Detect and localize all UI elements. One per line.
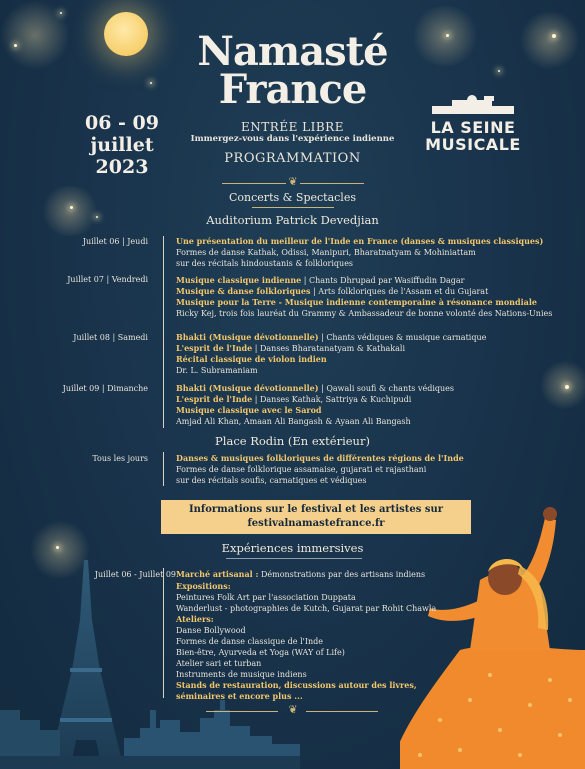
- highlight-text: Une présentation du meilleur de l'Inde en France (danses & musiques classiques): [176, 236, 544, 246]
- detail-text: Ricky Kej, trois fois lauréat du Grammy & Ambassadeur de bonne volonté des Nations-Unies: [176, 309, 553, 318]
- star-icon: [70, 206, 73, 209]
- highlight-text: Musique & danse folkloriques: [176, 286, 311, 296]
- festival-title-line2: France: [218, 66, 367, 113]
- highlight-text: Danses & musiques folkloriques de différentes régions de l'Inde: [176, 453, 464, 463]
- schedule-line: [176, 603, 536, 614]
- star-icon: [60, 12, 62, 14]
- info-text: Informations sur le festival et les artistes sur: [188, 504, 444, 515]
- schedule-line: [176, 297, 536, 308]
- ground-strip: [0, 756, 300, 769]
- la-seine-musicale-logo: [420, 94, 526, 154]
- schedule-line: [176, 569, 536, 580]
- divider-line: [222, 183, 286, 184]
- dancer-hand-icon: [543, 507, 557, 521]
- schedule-line: [176, 383, 536, 394]
- concerts-section-title: Concerts & Spectacles: [229, 191, 356, 204]
- day-date: Juillet 09 | Dimanche: [62, 384, 148, 393]
- highlight-text: Récital classique de violon indien: [176, 354, 327, 364]
- highlight-text: Musique classique avec le Sarod: [176, 405, 322, 415]
- divider-line: [306, 711, 378, 712]
- highlight-text: Musique classique indienne: [176, 275, 302, 285]
- divider-line: [206, 711, 278, 712]
- day-date: Juillet 06 - Juillet 09: [94, 570, 176, 579]
- schedule-line: [176, 592, 536, 603]
- detail-text: Atelier sari et turban: [176, 659, 262, 668]
- schedule-line: [176, 365, 536, 376]
- schedule-line: [176, 258, 536, 269]
- detail-text: Bien-être, Ayurveda et Yoga (WAY of Life): [176, 648, 345, 657]
- programmation-heading: PROGRAMMATION: [224, 151, 361, 166]
- detail-text: | Chants Dhrupad par Wasiffudin Dagar: [301, 276, 465, 285]
- divider-line: [226, 558, 362, 559]
- detail-text: Dr. L. Subramaniam: [176, 366, 258, 375]
- ornament-icon: ❦: [288, 175, 298, 188]
- festival-title-line1: Namasté: [197, 28, 388, 75]
- highlight-text: L'esprit de l'Inde: [176, 343, 253, 353]
- logo-text-line2: MUSICALE: [425, 135, 521, 154]
- festival-website-link[interactable]: festivalnamastefrance.fr: [247, 518, 385, 529]
- place-rodin-title: Place Rodin (En extérieur): [215, 434, 370, 448]
- detail-text: Wanderlust - photographies de Kutch, Gujarat par Rohit Chawla: [176, 604, 437, 613]
- divider-line: [252, 207, 334, 208]
- detail-text: Instruments de musique indiens: [176, 670, 307, 679]
- schedule-line: [176, 394, 536, 405]
- detail-text: | Danses Bharatanatyam & Kathakali: [252, 344, 406, 353]
- detail-text: Formes de danse Kathak, Odissi, Manipuri, Bharatnatyam & Mohiniattam: [176, 248, 476, 257]
- schedule-line: [176, 669, 536, 680]
- star-icon: [565, 385, 569, 389]
- detail-text: sur des récitals hindoustanis & folkloriques: [176, 259, 354, 268]
- highlight-text: séminaires et encore plus ...: [176, 691, 303, 701]
- schedule-line: [176, 636, 536, 647]
- highlight-text: Bhakti (Musique dévotionnelle): [176, 383, 319, 393]
- detail-text: sur des récitals soufis, carnatiques et védiques: [176, 476, 367, 485]
- schedule-line: [176, 275, 536, 286]
- experiences-title: Expériences immersives: [221, 541, 364, 555]
- detail-text: | Qawali soufi & chants védiques: [318, 384, 454, 393]
- schedule-line: [176, 332, 536, 343]
- schedule-line: [176, 464, 536, 475]
- timeline-line: [163, 236, 164, 428]
- eiffel-tower-deck: [60, 718, 112, 722]
- highlight-text: Marché artisanal :: [176, 569, 259, 579]
- chimney-icon: [150, 710, 156, 728]
- schedule-line: [176, 405, 536, 416]
- highlight-text: Musique pour la Terre - Musique indienne contemporaine à résonance mondiale: [176, 297, 537, 307]
- detail-text: Formes de danse folklorique assamaise, gujarati et rajasthani: [176, 465, 427, 474]
- schedule-line: [176, 581, 536, 592]
- day-date: Tous les jours: [92, 454, 148, 463]
- schedule-line: [176, 658, 536, 669]
- highlight-text: Bhakti (Musique dévotionnelle): [176, 332, 319, 342]
- detail-text: Danse Bollywood: [176, 626, 246, 635]
- timeline-line: [163, 568, 164, 698]
- detail-text: Démonstrations par des artisans indiens: [258, 570, 426, 579]
- auditorium-title: Auditorium Patrick Devedjian: [206, 213, 379, 227]
- schedule-line: [176, 691, 536, 702]
- eiffel-tower-deck: [70, 668, 102, 672]
- schedule-line: [176, 475, 536, 486]
- tagline: Immergez-vous dans l'expérience indienne: [190, 134, 395, 144]
- detail-text: | Chants védiques & musique carnatique: [318, 333, 487, 342]
- free-entry-label: ENTRÉE LIBRE: [241, 120, 344, 134]
- day-date: Juillet 06 | Jeudi: [82, 237, 148, 246]
- detail-text: | Danses Kathak, Sattriya & Kuchipudi: [252, 395, 412, 404]
- venue-logo-icon: [430, 94, 516, 116]
- schedule-line: [176, 286, 536, 297]
- schedule-line: [176, 614, 536, 625]
- festival-month-year: juillet 2023: [90, 134, 154, 178]
- festival-dates: 06 - 09: [85, 112, 159, 134]
- highlight-text: Stands de restauration, discussions autour des livres,: [176, 680, 417, 690]
- day-date: Juillet 08 | Samedi: [73, 333, 148, 342]
- day-date: Juillet 07 | Vendredi: [67, 275, 148, 284]
- schedule-line: [176, 453, 536, 464]
- highlight-text: Expositions:: [176, 581, 231, 591]
- timeline-line: [163, 452, 164, 486]
- star-glow: [540, 360, 585, 410]
- schedule-line: [176, 680, 536, 691]
- schedule-line: [176, 416, 536, 427]
- detail-text: Formes de danse classique de l'Inde: [176, 637, 323, 646]
- schedule-line: [176, 647, 536, 658]
- detail-text: Amjad Ali Khan, Amaan Ali Bangash & Ayaan Ali Bangash: [176, 417, 411, 426]
- schedule-line: [176, 247, 536, 258]
- ornament-icon: ❦: [288, 703, 298, 716]
- schedule-line: [176, 354, 536, 365]
- highlight-text: L'esprit de l'Inde: [176, 394, 253, 404]
- schedule-line: [176, 625, 536, 636]
- logo-text-line1: LA SEINE: [430, 118, 516, 137]
- divider-line: [300, 183, 364, 184]
- detail-text: | Arts folkloriques de l'Assam et du Gujarat: [310, 287, 489, 296]
- schedule-line: [176, 308, 553, 319]
- schedule-line: [176, 236, 544, 247]
- highlight-text: Ateliers:: [176, 614, 214, 624]
- detail-text: Peintures Folk Art par l'association Duppata: [176, 593, 356, 602]
- schedule-line: [176, 343, 536, 354]
